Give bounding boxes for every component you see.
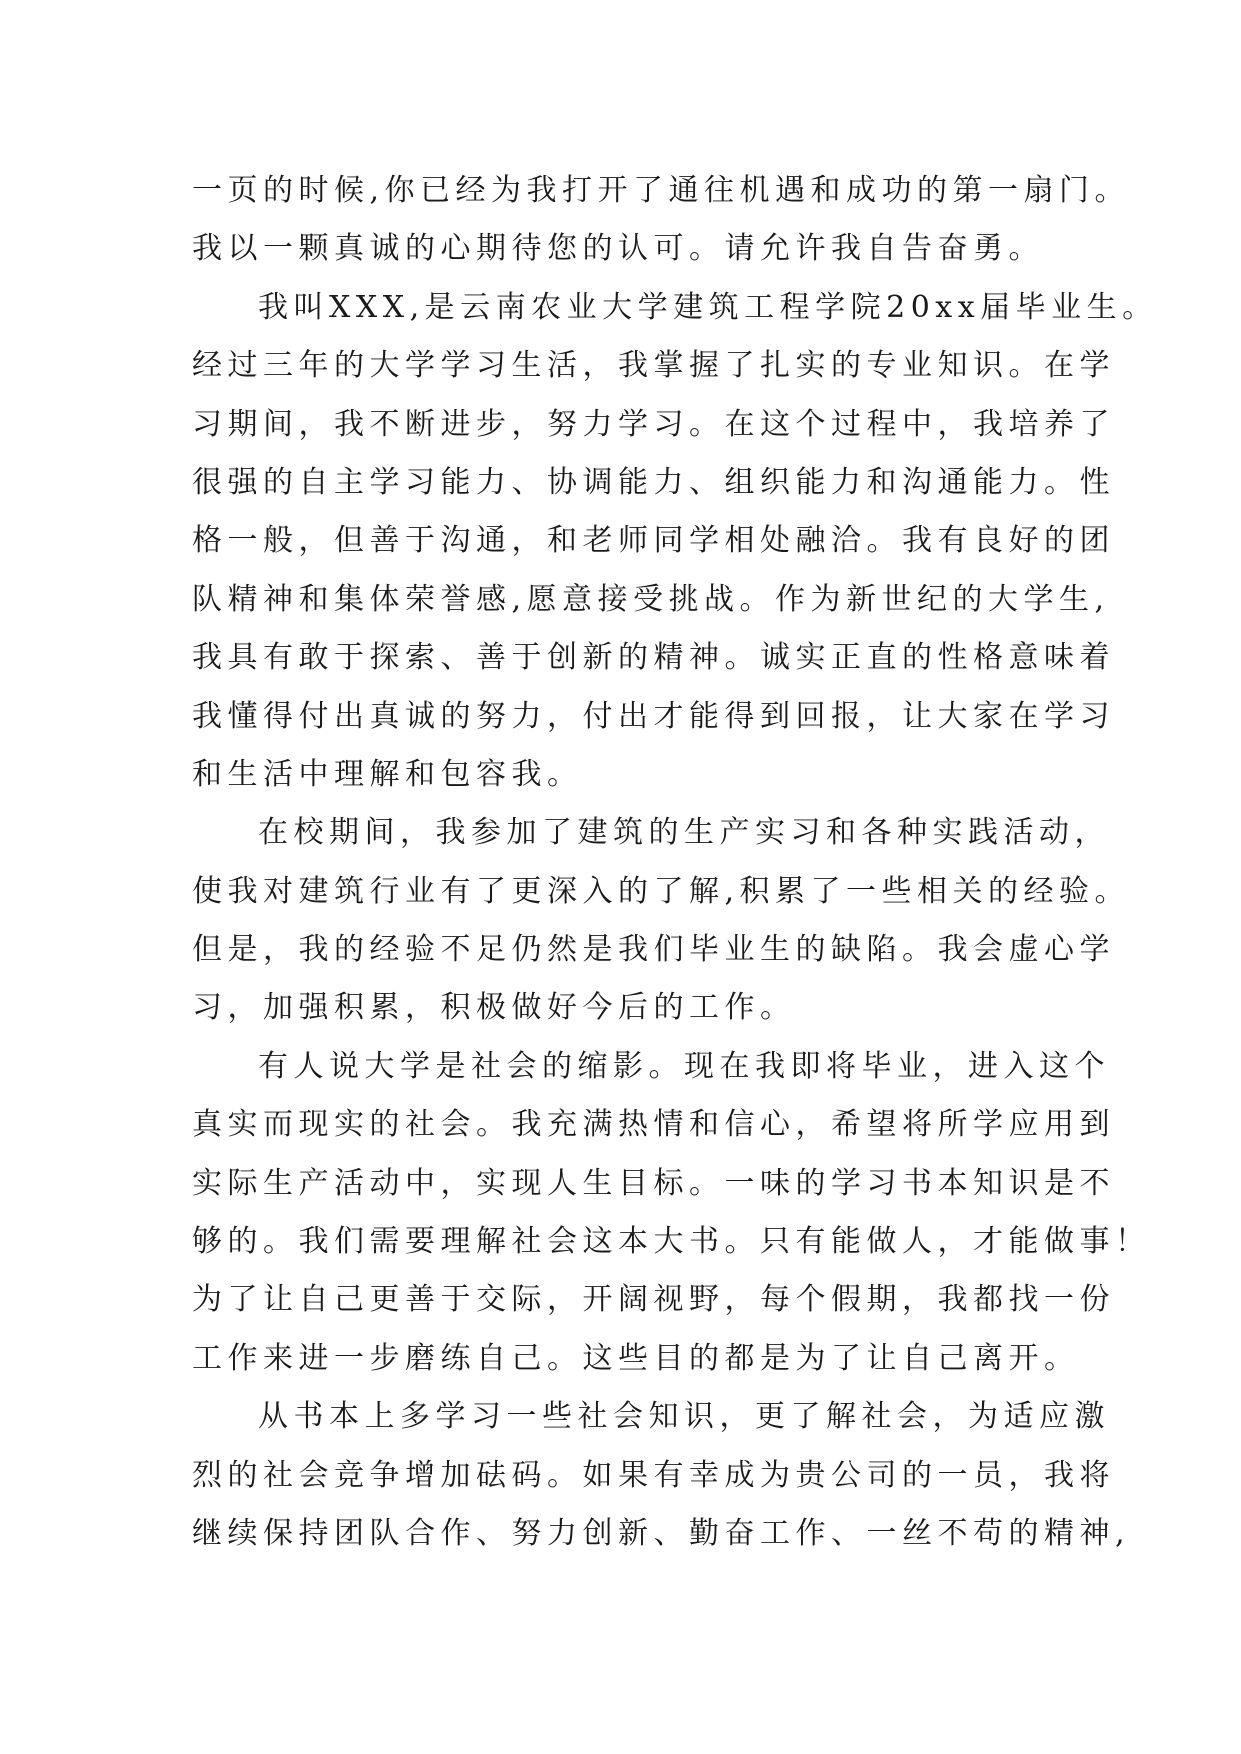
paragraph-first-line: 我叫XXX,是云南农业大学建筑工程学院20xx届毕业生。 <box>258 289 1158 325</box>
text-line: 实际生产活动中，实现人生目标。一味的学习书本知识是不 <box>192 1165 1115 1201</box>
text-line: 经过三年的大学学习生活，我掌握了扎实的专业知识。在学 <box>192 348 1115 384</box>
text-line: 和生活中理解和包容我。 <box>192 756 583 792</box>
paragraph-first-line: 有人说大学是社会的缩影。现在我即将毕业，进入这个 <box>258 1048 1110 1084</box>
text-line: 习期间，我不断进步，努力学习。在这个过程中，我培养了 <box>192 406 1115 442</box>
text-line: 够的。我们需要理解社会这本大书。只有能做人，才能做事！ <box>192 1224 1151 1260</box>
text-line: 习，加强积累，积极做好今后的工作。 <box>192 990 796 1026</box>
paragraph-first-line: 从书本上多学习一些社会知识，更了解社会，为适应激 <box>258 1399 1110 1435</box>
text-line: 格一般，但善于沟通，和老师同学相处融洽。我有良好的团 <box>192 523 1115 559</box>
text-line: 使我对建筑行业有了更深入的了解,积累了一些相关的经验。 <box>192 873 1131 909</box>
text-line: 我具有敢于探索、善于创新的精神。诚实正直的性格意味着 <box>192 640 1115 676</box>
text-line: 我懂得付出真诚的努力，付出才能得到回报，让大家在学习 <box>192 698 1115 734</box>
paragraph-first-line: 在校期间，我参加了建筑的生产实习和各种实践活动， <box>258 815 1110 851</box>
text-line: 为了让自己更善于交际，开阔视野，每个假期，我都找一份 <box>192 1282 1115 1318</box>
text-line: 但是，我的经验不足仍然是我们毕业生的缺陷。我会虚心学 <box>192 932 1115 968</box>
text-line: 工作来进一步磨练自己。这些目的都是为了让自己离开。 <box>192 1340 1080 1376</box>
text-line: 很强的自主学习能力、协调能力、组织能力和沟通能力。性 <box>192 464 1115 500</box>
text-line: 队精神和集体荣誉感,愿意接受挑战。作为新世纪的大学生, <box>192 581 1110 617</box>
text-line: 真实而现实的社会。我充满热情和信心，希望将所学应用到 <box>192 1107 1115 1143</box>
document-body <box>192 162 1158 1563</box>
text-line: 烈的社会竞争增加砝码。如果有幸成为贵公司的一员，我将 <box>192 1457 1115 1493</box>
text-line: 我以一颗真诚的心期待您的认可。请允许我自告奋勇。 <box>192 231 1044 267</box>
text-line: 继续保持团队合作、努力创新、勤奋工作、一丝不苟的精神, <box>192 1515 1131 1551</box>
text-line: 一页的时候,你已经为我打开了通往机遇和成功的第一扇门。 <box>192 173 1131 208</box>
